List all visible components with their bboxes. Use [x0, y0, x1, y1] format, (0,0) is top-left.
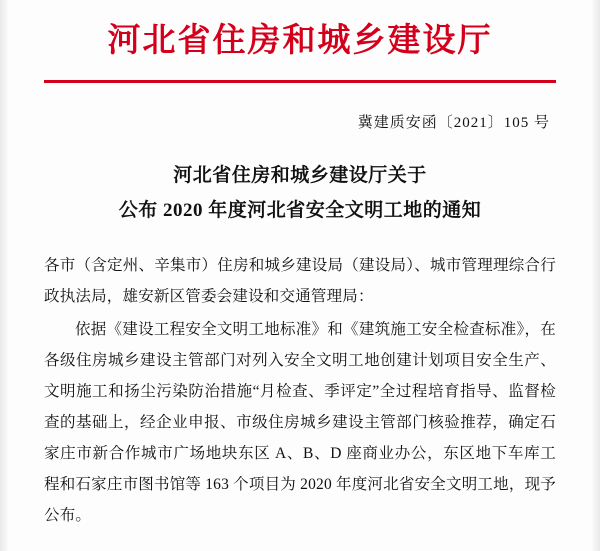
subject-line-2: 公布 2020 年度河北省安全文明工地的通知 — [118, 199, 482, 221]
document-subject — [44, 158, 556, 228]
document-number: 冀建质安函〔2021〕105 号 — [357, 114, 550, 131]
page-left-edge-shadow — [0, 0, 10, 551]
body-paragraph-main: 依据《建设工程安全文明工地标准》和《建筑施工安全检查标准》，在各级住房城乡建设主管部门对列入安全文明工地创建计划项目安全生产、文明施工和扬尘污染防治措施“月检查、季评定”全过程培育指导、监督检查的基础上，经企业申报、市级住房城乡建设主管部门核验推荐，确定石家庄市新合作城市广场地块东区 A、B、D 座商业办公，东区地下车库工程和石家庄市图书馆等 163 个项目为 2020 年度河北省安全文明工地，现予公布。 — [44, 320, 556, 524]
page-right-edge-shadow — [590, 0, 600, 551]
document-body — [44, 250, 556, 531]
subject-line-1: 河北省住房和城乡建设厅关于 — [173, 164, 427, 186]
body-paragraph-recipients: 各市（含定州、辛集市）住房和城乡建设局（建设局）、城市管理理综合行政执法局，雄安新区管委会建设和交通管理局： — [44, 256, 556, 305]
issuing-authority-title: 河北省住房和城乡建设厅 — [107, 23, 493, 59]
document-header — [44, 0, 556, 83]
header-red-rule — [44, 80, 556, 83]
